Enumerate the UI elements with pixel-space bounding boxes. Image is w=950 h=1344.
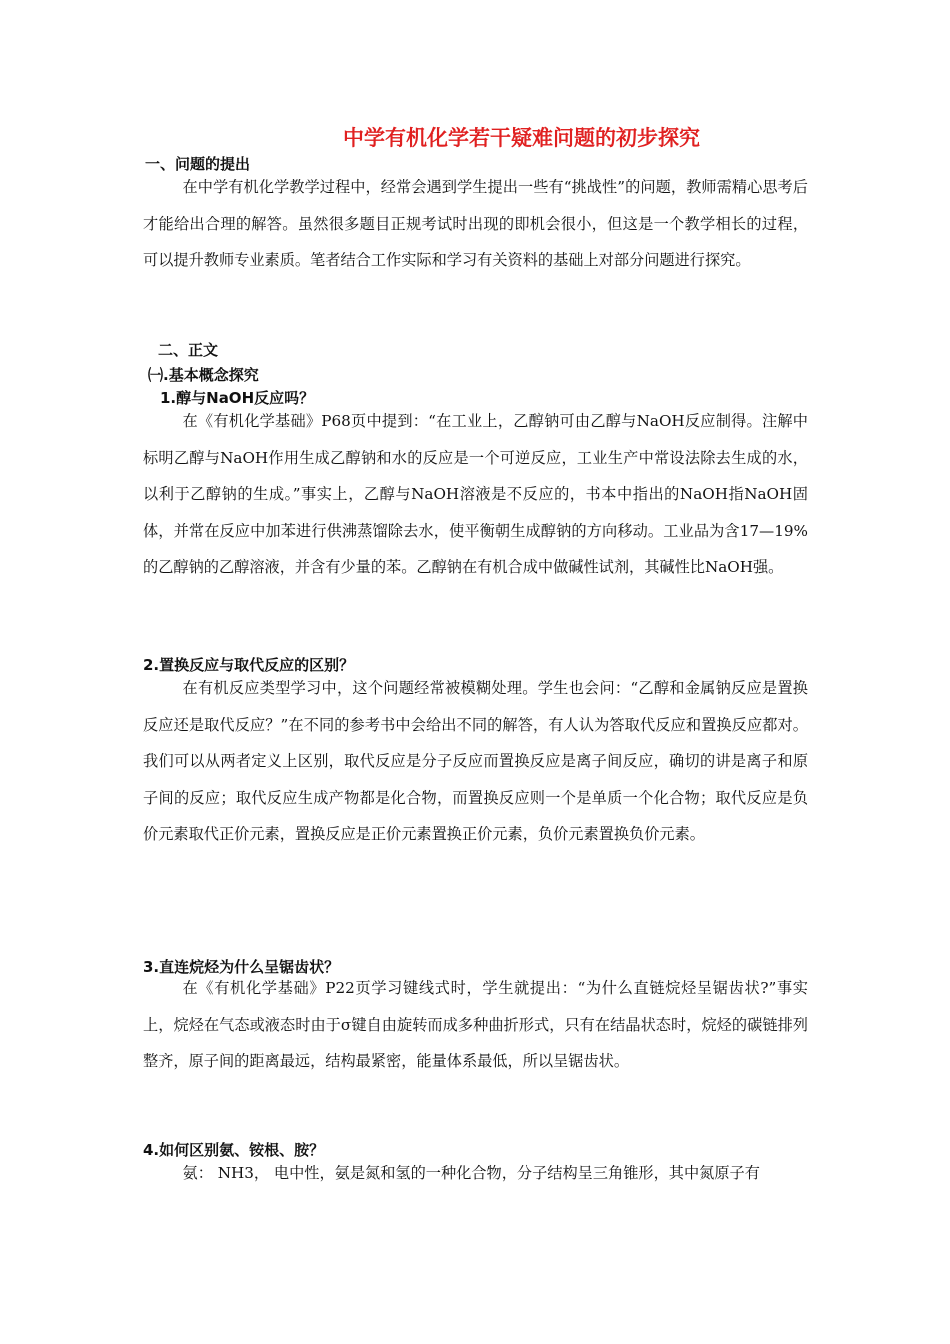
- section-2-subheading: ㈠.基本概念探究: [148, 366, 259, 384]
- section-1-heading: 一、问题的提出: [145, 155, 251, 173]
- document-title: 中学有机化学若干疑难问题的初步探究: [343, 126, 700, 150]
- question-2-heading: 2.置换反应与取代反应的区别？: [143, 656, 355, 674]
- section-2-heading: 二、正文: [158, 341, 219, 359]
- question-4-heading: 4.如何区别氨、铵根、胺？: [143, 1141, 325, 1159]
- question-1-heading: 1.醇与NaOH反应吗？: [160, 389, 315, 407]
- question-2-paragraph: 在有机反应类型学习中，这个问题经常被模糊处理。学生也会问：“乙醇和金属钠反应是置换反应还是取代反应？”在不同的参考书中会给出不同的解答，有人认为答取代反应和置换反应都对。我们可以从两者定义上区别，取代反应是分子反应而置换反应是离子间反应，确切的讲是离子和原子间的反应；取代反应生成产物都是化合物，而置换反应则一个是单质一个化合物；取代反应是负价元素取代正价元素，置换反应是正价元素置换正价元素，负价元素置换负价元素。: [143, 679, 808, 843]
- question-3-heading: 3.直连烷烃为什么呈锯齿状？: [143, 958, 340, 976]
- question-3-paragraph: 在《有机化学基础》P22页学习键线式时，学生就提出：“为什么直链烷烃呈锯齿状?”事实上，烷烃在气态或液态时由于σ键自由旋转而成多种曲折形式，只有在结晶状态时，烷烃的碳链排列整齐，原子间的距离最远，结构最紧密，能量体系最低，所以呈锯齿状。: [143, 979, 808, 1070]
- question-4-paragraph: 氨： NH3， 电中性，氨是氮和氢的一种化合物，分子结构呈三角锥形，其中氮原子有: [182, 1164, 760, 1182]
- section-1-paragraph: 在中学有机化学教学过程中，经常会遇到学生提出一些有“挑战性”的问题，教师需精心思考后才能给出合理的解答。虽然很多题目正规考试时出现的即机会很小，但这是一个教学相长的过程，可以提升教师专业素质。笔者结合工作实际和学习有关资料的基础上对部分问题进行探究。: [143, 178, 808, 269]
- question-1-paragraph: 在《有机化学基础》P68页中提到：“在工业上，乙醇钠可由乙醇与NaOH反应制得。注解中标明乙醇与NaOH作用生成乙醇钠和水的反应是一个可逆反应，工业生产中常设法除去生成的水，以利于乙醇钠的生成。”事实上，乙醇与NaOH溶液是不反应的，书本中指出的NaOH指NaOH固体，并常在反应中加苯进行供沸蒸馏除去水，使平衡朝生成醇钠的方向移动。工业品为含17—19%的乙醇钠的乙醇溶液，并含有少量的苯。乙醇钠在有机合成中做碱性试剂，其碱性比NaOH强。: [143, 412, 808, 576]
